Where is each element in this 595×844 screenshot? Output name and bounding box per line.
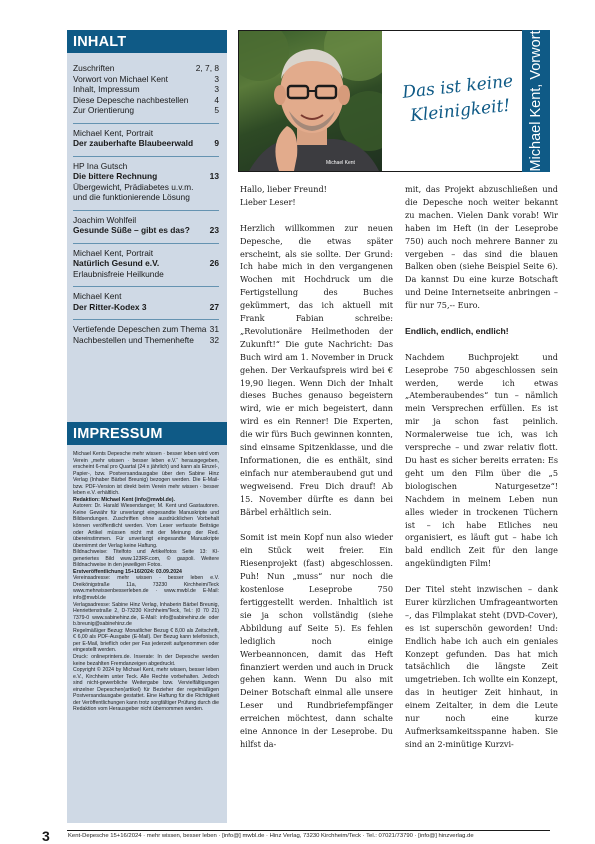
toc-label: Diese Depesche nachbestellen — [73, 94, 189, 105]
toc-page: 9 — [214, 138, 219, 148]
toc-article[interactable] — [73, 138, 219, 149]
toc-subtitle: und die funktionierende Lösung — [73, 192, 190, 202]
headline-quote — [393, 68, 525, 129]
footer-text: Kent-Depesche 15+16/2024 · mehr wissen, besser leben · [info@] mwbl.de · Hinz Verlag, 73230 Kirchheim/Teck · Tel.: 07021/73790 · [info@] hinzverlag.de — [68, 833, 474, 839]
toc-label: Nachbestellen und Themenhefte — [73, 334, 194, 345]
toc-title: Der Ritter-Kodex 3 — [73, 301, 147, 312]
subheading: Endlich, endlich, endlich! — [405, 325, 509, 336]
impressum-verlagsadresse: Verlagsadresse: Sabine Hinz Verlag, Inhaberin Bärbel Breunig, Henriettenstraße 2, D-73230 Kirchheim/Teck, Tel.: (0 70 21) 7379-0 www.sabinehinz.de, E-Mail: info@sabinehinz.de oder b.breunig@sabinehinz.de — [73, 601, 219, 628]
toc-page: 3 — [214, 84, 219, 94]
quote-line-1: Das ist keine — [401, 71, 515, 103]
toc-subtitle: Übergewicht, Prädiabetes u.v.m. — [73, 181, 194, 192]
toc-label: Vertiefende Depeschen zum Thema — [73, 324, 207, 334]
toc-subtitle: Erlaubnisfreie Heilkunde — [73, 268, 164, 279]
toc-title: Die bittere Rechnung — [73, 171, 158, 181]
impressum-intro: Michael Kents Depesche mehr wissen · besser leben wird vom Verein „mehr wissen · besser leben e.V.“ herausgegeben, erscheint 6-mal pro Quartal (24 x jährlich) und kann als Einzel-, Papier-, bzw. Postversandausgabe über den Sabine Hinz Verlag (Inhaber Bärbel Breunig) bezogen werden. Die E-Mail- bzw. PDF-Version ist direkt beim Verein mehr wissen · besser leben e.V. erhältlich. — [73, 451, 219, 497]
toc-page: 13 — [209, 171, 219, 181]
toc-page: 27 — [209, 301, 219, 312]
divider — [73, 123, 219, 124]
toc-page: 32 — [209, 334, 219, 345]
page-footer — [0, 830, 595, 842]
section-side-banner — [522, 30, 550, 172]
impressum-erstveroeffentlichung: Erstveröffentlichung 15+16/2024: 03.09.2024 — [73, 568, 182, 575]
toc-page: 23 — [209, 225, 219, 235]
toc-article[interactable] — [73, 302, 219, 313]
toc-page: 31 — [209, 324, 219, 334]
impressum-bildnachweise: Bildnachweise: Titelfoto und Artikelfotos Seite 13: KI-generiertes Bild www.123RF.com, © gaspoli. Weitere Bildnachweise in den jeweiligen Fotos. — [73, 549, 219, 569]
sidebar — [67, 30, 227, 823]
toc-page: 4 — [214, 94, 219, 105]
header-photo-box — [238, 30, 524, 172]
article-column-1 — [240, 183, 393, 764]
toc-page: 26 — [209, 258, 219, 268]
toc-label: Zuschriften — [73, 63, 115, 73]
greeting — [240, 183, 393, 209]
impressum-vereinsadresse: Vereinsadresse: mehr wissen · besser leben e.V. Dreikönigstraße 11a, 73230 Kirchheim/Teck www.mehrwissenbesserleben.de · www.mwbl.de E-Mail: info@mwbl.de — [73, 575, 219, 602]
toc-title: Der zauberhafte Blaubeerwald — [73, 138, 194, 148]
toc-label: Vorwort von Michael Kent — [73, 73, 168, 84]
toc-row[interactable] — [73, 84, 219, 95]
toc-page: 2, 7, 8 — [195, 63, 219, 73]
paragraph: Herzlich willkommen zur neuen Depesche, die etwas später erscheint, als sie sollte. Der Grund: Ich habe mich in den vergangenen Wochen mit Hochdruck um die Fertigstellung des Buches gekümmert, das ich aktuell mit Frank Fabian schreibe: „Revolutionäre Heilmethoden der Zukunft!“ Die gute Nachricht: Das Buch wird am 1. November in Druck gehen. Der Verkaufspreis wird bei € 19,90 liegen. Wenn Dich der Inhalt dieses Buches genauso begeistern wird, wie er mich begeistert, dann wird es ein Renner! Die Experten, die wir fürs Buch gewinnen konnten, sind einsame Spitzenklasse, und die Informationen, die es enthält, sind einfach nur atemberaubend gut und wegweisend. Freu Dich drauf! Ab 15. November dürfte es dann bei Bärbel erhältlich sein. — [240, 222, 393, 517]
photo-caption: Michael Kent — [326, 160, 355, 166]
toc-row[interactable] — [73, 105, 219, 116]
toc-row[interactable] — [73, 95, 219, 106]
toc-page: 3 — [214, 73, 219, 84]
impressum-bezug: Regelmäßiger Bezug: Monatlicher Bezug € 8,00 als Zeitschrift, € 6,00 als PDF-Ausgabe (E-Mail). Der Bezug kann telefonisch, per E-Mail, brieflich oder per Fax jederzeit aufgenommen oder eingestellt werden. — [73, 627, 219, 654]
toc-row[interactable] — [73, 335, 219, 346]
impressum-heading: IMPRESSUM — [67, 422, 227, 445]
toc-author: Joachim Wohlfeil — [73, 214, 137, 225]
inhalt-heading: INHALT — [67, 30, 227, 53]
paragraph: Der Titel steht inzwischen – dank Eurer kürzlichen Umfrageantworten –, das Filmplakat steht (DVD-Cover), es ist superschön geworden! Und: Endlich habe ich auch ein geniales Konzept gefunden. Das hat mich tatsächlich die längste Zeit umgetrieben. Ich wollte ein Konzept, das in heutiger Zeit hinhaut, in einem Zeitalter, in dem die Leute nur noch eine kurze Aufmerksamkeitsspanne haben. Sie sind an 2-minütige Kurzvi- — [405, 584, 558, 749]
footer-rule — [67, 830, 550, 831]
divider — [73, 243, 219, 244]
toc-author: Michael Kent, Portrait — [73, 247, 154, 258]
toc-article[interactable] — [73, 225, 219, 236]
divider — [73, 156, 219, 157]
greeting-text: Hallo, lieber Freund! Lieber Leser! — [240, 184, 327, 207]
impressum-druck: Druck: onlineprinters.de. Inserate: In der Depesche werden keine bezahlten Fremdanzeigen abgedruckt. — [73, 653, 219, 667]
toc-page: 5 — [214, 105, 219, 115]
toc-article[interactable] — [73, 258, 219, 269]
paragraph: Nachdem Buchprojekt und Leseprobe 750 abgeschlossen sein werden, werde ich etwas „Atemberaubendes“ tun – nämlich mein Versprechen erfüllen. Es ist mir ja schon fast peinlich. Normalerweise tue ich, was ich verspreche – und zwar relativ flott. Du hast es sicher bereits erraten: Es geht um den Film über die „5 biologischen Naturgesetze“! Nachdem in meinem Leben nun alles wieder in trockenen Tüchern ist – ich habe Etliches neu organisiert, es läuft gut – habe ich bald endlich Zeit für den lange angekündigten Film! — [405, 351, 558, 569]
divider — [73, 286, 219, 287]
page-number: 3 — [42, 828, 50, 844]
toc-row[interactable] — [73, 63, 219, 74]
paragraph: mit, das Projekt abzuschließen und die Depesche noch weiter bekannt zu machen. Vielen Dank vorab! Wir haben im Heft (in der Leseprobe 750) auch noch mehrere Banner zu vergeben – das sind die blauen Balken oben (siehe Beispiel Seite 6). Da kannst Du eine kurze Botschaft und Deine Internetseite anbringen – für nur 75,-- Euro. — [405, 184, 558, 311]
paragraph: Somit ist mein Kopf nun also wieder ein Stück weit freier. Ein Riesenprojekt (fast) abgeschlossen. Puh! Nun „muss“ nur noch die kostenlose Leseprobe 750 fertiggestellt werden. Inhaltlich ist sie ja schon vollständig (siehe Abbildung auf Seite 5). Es fehlen lediglich noch einige Werbeannoncen, damit das Heft finanziert werden und auch in Druck gehen kann. Wenn Du also mit Deiner Botschaft einmal alle unsere Leser und Rundbriefempfänger erreichen möchtest, dann schalte eine Annonce in der Leseprobe. Du hilfst da- — [240, 532, 393, 749]
divider — [73, 210, 219, 211]
portrait-illustration — [239, 31, 382, 171]
impressum-copyright: Copyright © 2024 by Michael Kent, mehr wissen, besser leben e.V., Kirchheim unter Teck. Alle Rechte vorbehalten. Jedoch sind nicht-gewerbliche Weitergabe bzw. Vervielfältigungen einzelner Depeschen(artikel) für Bezieher der regelmäßigen Postversandausgabe gestattet. Eine Haftung für die Richtigkeit der Veröffentlichungen kann trotz sorgfältiger Prüfung durch die Redaktion vom Herausgeber nicht übernommen werden. — [73, 667, 219, 713]
impressum-autoren: Autoren: Dr. Harald Wiesendanger; M. Kent und Gastautoren. Keine Gewähr für unverlangt eingesandte Manuskripte und Bildsendungen. Zuschriften ohne ausdrücklichen Vorbehalt können veröffentlicht werden. Vom Leser verfasste Beiträge oder Artikel müssen nicht mit der Meinung der Red. übereinstimmen. Für unverlangt eingesandte Manuskripte übernimmt der Verlag keine Haftung. — [73, 503, 219, 549]
impressum-text — [73, 451, 219, 713]
quote-line-2: Kleinigkeit! — [409, 95, 512, 127]
toc-row[interactable] — [73, 324, 219, 335]
toc-author: HP Ina Gutsch — [73, 160, 128, 171]
toc-label: Inhalt, Impressum — [73, 84, 140, 94]
toc-label: Zur Orientierung — [73, 105, 134, 115]
article-column-2 — [405, 183, 558, 764]
toc-author: Michael Kent — [73, 291, 122, 301]
section-title: Michael Kent, Vorwort — [528, 30, 544, 172]
impressum-redaktion: Redaktion: Michael Kent (info@mwbl.de). — [73, 496, 175, 503]
toc-title: Natürlich Gesund e.V. — [73, 258, 160, 268]
toc-title: Gesunde Süße – gibt es das? — [73, 225, 190, 235]
toc-article[interactable] — [73, 171, 219, 182]
author-photo — [239, 31, 382, 171]
toc-row[interactable] — [73, 74, 219, 85]
toc-author: Michael Kent, Portrait — [73, 127, 154, 138]
table-of-contents — [73, 63, 219, 345]
divider — [73, 319, 219, 320]
